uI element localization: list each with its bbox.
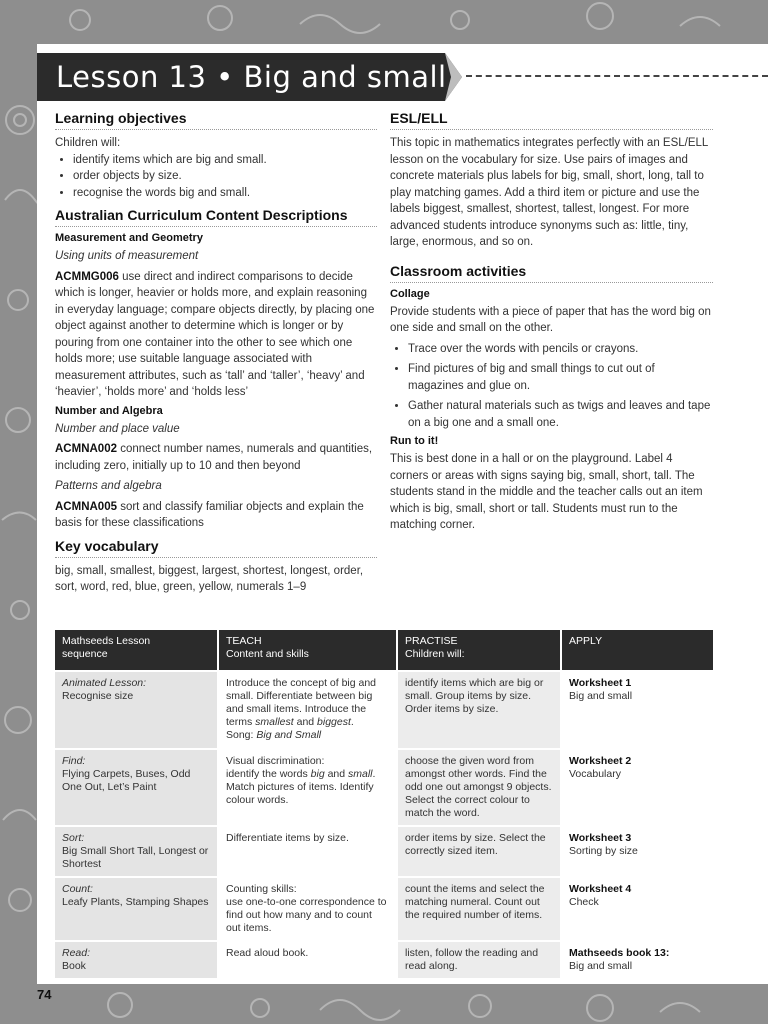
cell-practise: order items by size. Select the correctly sized item. <box>398 825 562 876</box>
list-item: • Trace over the words with pencils or crayons. <box>408 341 713 358</box>
cell-teach: Introduce the concept of big and small. Differentiate between big and small items. Introduce the terms smallest and biggest. Song: Big and Small <box>219 670 398 748</box>
left-column <box>55 110 377 600</box>
curriculum-acmmg006 <box>55 269 377 401</box>
list-item: • identify items which are big and small. <box>73 152 377 169</box>
banner-dashed-line <box>466 75 768 77</box>
curriculum-acmna005 <box>55 499 377 532</box>
table-row <box>55 876 713 940</box>
right-column <box>390 110 713 538</box>
cell-sequence: Read: Book <box>55 940 219 978</box>
table-row <box>55 940 713 978</box>
code-label: ACMNA005 <box>55 500 117 513</box>
cell-practise: choose the given word from amongst other words. Find the odd one out amongst 9 objects. Select the correct colour to match the word. <box>398 748 562 825</box>
cell-practise: identify items which are big or small. Group items by size. Order items by size. <box>398 670 562 748</box>
list-item: • order objects by size. <box>73 168 377 185</box>
curriculum-sub-number: Number and Algebra <box>55 404 163 417</box>
code-text: use direct and indirect comparisons to decide which is longer, heavier or holds more, and explain reasoning in everyday language; compare objects directly, by placing one object against another to determine which is longer or by pouring from one container into the other to see which one holds more; use suitable language associated with measurement attributes, such as ‘tall’ and ‘taller’, ‘heavy’ and ‘heavier’, ‘holds more’ and ‘holds less’ <box>55 270 375 398</box>
header-practise: PRACTISE Children will: <box>398 630 562 670</box>
table-row <box>55 825 713 876</box>
vocab-heading: Key vocabulary <box>55 538 377 558</box>
collage-title: Collage <box>390 287 430 300</box>
cell-teach: Counting skills: use one-to-one correspondence to find out how many and to count out items. <box>219 876 398 940</box>
code-text: connect number names, numerals and quantities, including zero, initially up to 10 and then beyond <box>55 443 373 472</box>
code-label: ACMMG006 <box>55 270 119 283</box>
cell-apply: Worksheet 1 Big and small <box>562 670 713 748</box>
cell-teach: Visual discrimination: identify the words big and small. Match pictures of items. Identify colour words. <box>219 748 398 825</box>
objectives-heading: Learning objectives <box>55 110 377 130</box>
cell-sequence: Count: Leafy Plants, Stamping Shapes <box>55 876 219 940</box>
cell-teach: Read aloud book. <box>219 940 398 978</box>
header-teach: TEACH Content and skills <box>219 630 398 670</box>
cell-apply: Worksheet 4 Check <box>562 876 713 940</box>
esl-heading: ESL/ELL <box>390 110 713 130</box>
header-apply: APPLY <box>562 630 713 670</box>
header-sequence: Mathseeds Lesson sequence <box>55 630 219 670</box>
cell-apply: Mathseeds book 13: Big and small <box>562 940 713 978</box>
curriculum-strand-units: Using units of measurement <box>55 250 199 262</box>
table-row <box>55 670 713 748</box>
cell-teach: Differentiate items by size. <box>219 825 398 876</box>
cell-practise: listen, follow the reading and read along. <box>398 940 562 978</box>
list-item: • Find pictures of big and small things to cut out of magazines and glue on. <box>408 361 713 394</box>
curriculum-sub-measurement: Measurement and Geometry <box>55 232 203 244</box>
vocab-text: big, small, smallest, biggest, largest, shortest, longest, order, sort, word, red, blue, green, yellow, numerals 1–9 <box>55 564 364 593</box>
cell-apply: Worksheet 3 Sorting by size <box>562 825 713 876</box>
cell-sequence: Find: Flying Carpets, Buses, Odd One Out, Let’s Paint <box>55 748 219 825</box>
list-item: • Gather natural materials such as twigs and leaves and tape on a big one and a small one. <box>408 398 713 431</box>
objectives-intro: Children will: <box>55 137 121 149</box>
run-text: This is best done in a hall or on the playground. Label 4 corners or areas with signs saying big, small, short, tall. The students stand in the middle and the teacher calls out an item which is big, small, short or tall. Students must run to the matching corner. <box>390 453 703 531</box>
cell-practise: count the items and select the matching numeral. Count out the required number of items. <box>398 876 562 940</box>
collage-text: Provide students with a piece of paper that has the word big on one side and small on the other. <box>390 305 711 334</box>
run-title: Run to it! <box>390 435 439 447</box>
cell-sequence: Animated Lesson: Recognise size <box>55 670 219 748</box>
activities-heading: Classroom activities <box>390 263 713 283</box>
collage-list <box>390 341 713 432</box>
table-header-row <box>55 630 713 670</box>
esl-text: This topic in mathematics integrates perfectly with an ESL/ELL lesson on the vocabulary for size. Use pairs of images and concrete materials plus labels for big, small, short, long, tall to play matching games. Add a third item or picture and use the labels biggest, smallest, shortest, tallest, longest. For more advanced students introduce synonyms such as: little, tiny, large, enormous, and so on. <box>390 137 708 248</box>
code-label: ACMNA002 <box>55 443 117 455</box>
objectives-list <box>55 152 377 202</box>
lesson-title: Lesson 13 • Big and small <box>56 60 447 94</box>
cell-apply: Worksheet 2 Vocabulary <box>562 748 713 825</box>
curriculum-strand-place-value: Number and place value <box>55 422 180 435</box>
lesson-sequence-table <box>55 630 713 978</box>
curriculum-heading: Australian Curriculum Content Descriptions <box>55 207 377 227</box>
page-number: 74 <box>37 987 52 1002</box>
list-item: • recognise the words big and small. <box>73 185 377 202</box>
code-text: sort and classify familiar objects and explain the basis for these classifications <box>55 500 364 529</box>
curriculum-strand-patterns: Patterns and algebra <box>55 480 162 492</box>
table-row <box>55 748 713 825</box>
cell-sequence: Sort: Big Small Short Tall, Longest or Shortest <box>55 825 219 876</box>
curriculum-acmna002 <box>55 441 377 474</box>
